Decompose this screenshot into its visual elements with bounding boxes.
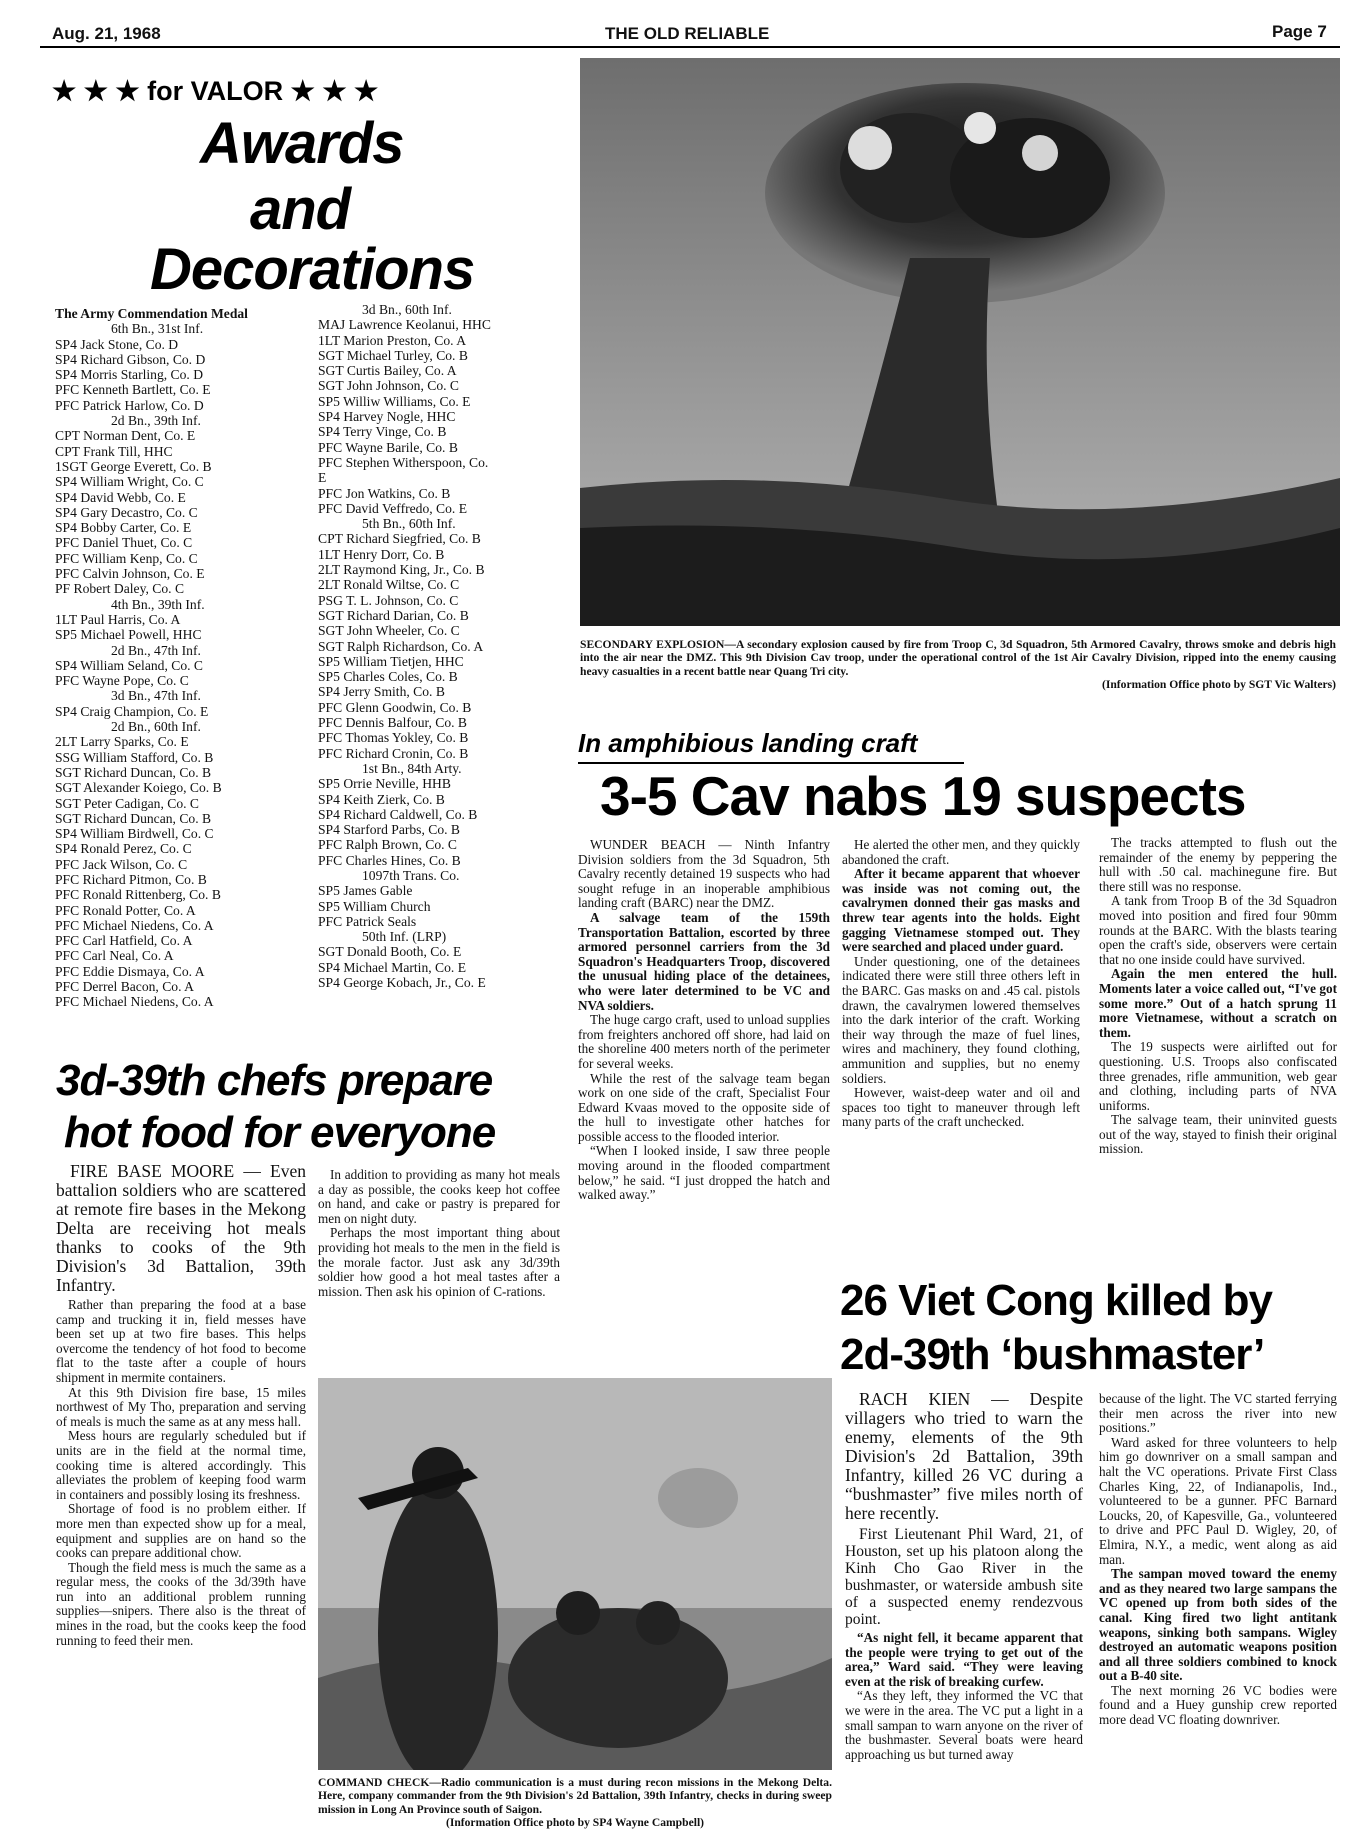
vc-lede-2: First Lieutenant Phil Ward, 21, of Houston, set up his platoon along the Kinh Cho Gao River in the bushmaster, or waterside ambush site of a suspected enemy rendezvous point.: [845, 1526, 1083, 1628]
award-recipient: SP4 Ronald Perez, Co. C: [55, 841, 192, 857]
cav-kicker: In amphibious landing craft: [578, 728, 918, 758]
award-recipient: SP5 James Gable: [318, 883, 413, 899]
paragraph: Rather than preparing the food at a base camp and trucking it in, field messes have been set up at two fire bases. This helps overcome the tendency of hot food to become flat to the taste after a couple of hours shipment in mermite containers.: [56, 1297, 306, 1385]
awards-title-1: Awards: [200, 111, 404, 176]
paragraph: A salvage team of the 159th Transportation Battalion, escorted by three armored personnel carriers from the 3d Squadron's Headquarters Troop, discovered the unusual hiding place of the detainees, who were later determined to be VC and NVA soldiers.: [578, 909, 830, 1013]
award-recipient: SGT Alexander Koiego, Co. B: [55, 780, 222, 796]
award-recipient: SP4 Starford Parbs, Co. B: [318, 822, 460, 838]
cav-column-3: [1099, 836, 1337, 1157]
header-paper: THE OLD RELIABLE: [605, 24, 770, 43]
vc-lede: RACH KIEN — Despite villagers who tried to warn the enemy, elements of the 9th Division's 2d Battalion, 39th Infantry, killed 26 VC during a “bushmaster” five miles north of here recently.: [845, 1389, 1083, 1523]
award-recipient: SP4 William Seland, Co. C: [55, 657, 203, 673]
award-recipient: PFC Daniel Thuet, Co. C: [55, 535, 193, 551]
award-recipient: SP4 Craig Champion, Co. E: [55, 703, 209, 719]
award-recipient: PFC Patrick Seals: [318, 913, 417, 929]
award-recipient: PFC Thomas Yokley, Co. B: [318, 730, 469, 746]
paragraph: “When I looked inside, I saw three people moving around in the flooded compartment below,” he said. “I just dropped the hatch and walked away.”: [578, 1143, 830, 1203]
vc-body-1: [845, 1631, 1083, 1762]
command-check-caption: [318, 1776, 832, 1830]
paragraph: WUNDER BEACH — Ninth Infantry Division soldiers from the 3d Squadron, 5th Cavalry recently detained 19 suspects who had sought refuge in an inoperable amphibious landing craft (BARC) near the DMZ.: [578, 837, 830, 911]
paragraph: Perhaps the most important thing about providing hot meals to the men in the field is the morale factor. Just ask any 3d/39th soldier how good a hot meal tastes after a mission. Then ask his opinion of C-rations.: [318, 1225, 560, 1299]
award-recipient: PFC Richard Pitmon, Co. B: [55, 871, 207, 887]
award-recipient: 2LT Ronald Wiltse, Co. C: [318, 577, 460, 593]
award-recipient: 1SGT George Everett, Co. B: [55, 458, 212, 474]
cav-headline: 3-5 Cav nabs 19 suspects: [600, 765, 1246, 827]
award-recipient: PFC Stephen Witherspoon, Co.: [318, 454, 489, 470]
award-recipient: CPT Frank Till, HHC: [55, 443, 173, 459]
award-recipient: PFC Ralph Brown, Co. C: [318, 837, 457, 853]
command-check-image: [318, 1378, 832, 1770]
award-recipient: SGT John Johnson, Co. C: [318, 378, 460, 394]
award-recipient: PFC Wayne Barile, Co. B: [318, 439, 458, 455]
paragraph: In addition to providing as many hot meals a day as possible, the cooks keep hot coffee on hand, and cake or pastry is prepared for men on night duty.: [318, 1167, 560, 1226]
paragraph: A tank from Troop B of the 3d Squadron moved into position and fired four 90mm rounds at the BARC. With the blasts tearing open the craft's side, observers were certain that no one inside could have survived.: [1099, 893, 1337, 967]
award-recipient: SP5 William Church: [318, 898, 431, 914]
header-date: Aug. 21, 1968: [52, 24, 161, 43]
paragraph: The next morning 26 VC bodies were found and a Huey gunship crew reported more dead VC floating downriver.: [1099, 1682, 1337, 1728]
header-page: Page 7: [1272, 22, 1327, 41]
award-recipient: CPT Richard Siegfried, Co. B: [318, 531, 481, 547]
unit-heading: 1st Bn., 84th Arty.: [362, 760, 462, 776]
command-check-caption-text: COMMAND CHECK—Radio communication is a must during recon missions in the Mekong Delta. Here, company commander from the 9th Division's 2d Battalion, 39th Infantry, checks in during sweep mission in Long An Province south of Saigon.: [318, 1776, 832, 1816]
award-recipient: SP4 Bobby Carter, Co. E: [55, 520, 192, 536]
chefs-body-1: [56, 1298, 306, 1648]
award-recipient: SP4 David Webb, Co. E: [55, 489, 186, 505]
award-recipient: 1LT Marion Preston, Co. A: [318, 332, 467, 348]
award-recipient: SP4 Jack Stone, Co. D: [55, 336, 179, 352]
explosion-caption: [580, 638, 1336, 692]
award-recipient: 1LT Paul Harris, Co. A: [55, 611, 181, 627]
explosion-image: [580, 58, 1340, 626]
cav-column-1: [578, 838, 830, 1203]
vc-column-2: [1099, 1392, 1337, 1728]
award-recipient: SP4 Richard Gibson, Co. D: [55, 351, 206, 367]
award-recipient: PFC David Veffredo, Co. E: [318, 500, 468, 516]
award-recipient: SP4 Keith Zierk, Co. B: [318, 791, 445, 807]
award-recipient: 2LT Raymond King, Jr., Co. B: [318, 562, 485, 578]
award-recipient: SSG William Stafford, Co. B: [55, 749, 214, 765]
paragraph: The huge cargo craft, used to unload supplies from freighters anchored off shore, had laid on the shoreline 400 meters north of the perimeter for several weeks.: [578, 1012, 830, 1071]
paragraph: Mess hours are regularly scheduled but if units are in the field at the normal time, cooking time is altered accordingly. This alleviates the problem of keeping food warm in containers and possibly losing its freshness.: [56, 1428, 306, 1502]
paragraph: However, waist-deep water and oil and spaces too tight to maneuver through left many parts of the craft unchecked.: [842, 1085, 1080, 1130]
award-recipient: PFC Jack Wilson, Co. C: [55, 856, 188, 872]
unit-heading: 6th Bn., 31st Inf.: [111, 321, 204, 337]
award-recipient: SGT Michael Turley, Co. B: [318, 347, 468, 363]
unit-heading: 4th Bn., 39th Inf.: [111, 596, 205, 612]
paragraph: At this 9th Division fire base, 15 miles northwest of My Tho, preparation and serving of meals is much the same as at any mess hall.: [56, 1384, 306, 1429]
explosion-caption-credit: (Information Office photo by SGT Vic Walters): [1101, 678, 1336, 692]
award-recipient: SP5 William Tietjen, HHC: [318, 653, 464, 669]
award-recipient: PFC Ronald Potter, Co. A: [55, 902, 196, 918]
award-recipient: PFC Michael Niedens, Co. A: [55, 994, 214, 1010]
award-recipient: SGT John Wheeler, Co. C: [318, 623, 460, 639]
paragraph: After it became apparent that whoever was inside was not coming out, the cavalrymen donned their gas masks and threw tear agents into the holds. Eight gagging Vietnamese stomped out. They were searched and placed under guard.: [842, 866, 1080, 955]
unit-heading: 2d Bn., 60th Inf.: [111, 719, 201, 735]
chefs-headline-1: 3d-39th chefs prepare: [56, 1056, 493, 1105]
unit-heading: 5th Bn., 60th Inf.: [362, 516, 456, 532]
award-recipient: SP4 William Birdwell, Co. C: [55, 826, 214, 842]
awards-list-right: [318, 302, 574, 990]
paragraph: Shortage of food is no problem either. If more men than expected show up for a meal, equipment and supplies are on hand so the cooks can prepare additional chow.: [56, 1501, 306, 1561]
award-recipient: SGT Richard Duncan, Co. B: [55, 764, 212, 780]
award-recipient: PFC Patrick Harlow, Co. D: [55, 397, 204, 413]
award-recipient: PFC Ronald Rittenberg, Co. B: [55, 887, 221, 903]
award-recipient: CPT Norman Dent, Co. E: [55, 428, 196, 444]
awards-title-3: Decorations: [150, 237, 475, 302]
award-recipient: SP4 Jerry Smith, Co. B: [318, 684, 445, 700]
paragraph: Though the field mess is much the same as a regular mess, the cooks of the 3d/39th have run into an additional problem running supplies—snipers. There also is the threat of mines in the road, but the cooks keep the food running to feed their men.: [56, 1559, 306, 1648]
award-recipient: PFC Glenn Goodwin, Co. B: [318, 699, 472, 715]
award-recipient: SGT Richard Darian, Co. B: [318, 607, 469, 623]
award-recipient: PFC Calvin Johnson, Co. E: [55, 566, 205, 582]
award-recipient: PFC Charles Hines, Co. B: [318, 852, 461, 868]
award-recipient: PFC Carl Neal, Co. A: [55, 948, 174, 964]
award-recipient: PF Robert Daley, Co. C: [55, 581, 185, 597]
award-recipient: SP4 Gary Decastro, Co. C: [55, 504, 198, 520]
paragraph: The tracks attempted to flush out the remainder of the enemy by peppering the hull with .50 cal. machinegune fire. But there still was no response.: [1099, 835, 1337, 894]
valor-line: ★ ★ ★ for VALOR ★ ★ ★: [52, 76, 379, 106]
unit-heading: 3d Bn., 47th Inf.: [111, 688, 201, 704]
paragraph: “As night fell, it became apparent that the people were trying to get out of the area,” Ward said. “They were leaving even at the risk of breaking curfew.: [845, 1630, 1083, 1689]
award-recipient: SP5 Orrie Neville, HHB: [318, 776, 451, 792]
award-recipient: PFC Wayne Pope, Co. C: [55, 673, 189, 689]
award-recipient: PSG T. L. Johnson, Co. C: [318, 592, 459, 608]
chefs-lede: FIRE BASE MOORE — Even battalion soldiers who are scattered at remote fire bases in the Mekong Delta are receiving hot meals thanks to cooks of the 9th Division's 3d Battalion, 39th Infantry.: [56, 1161, 306, 1295]
paragraph: The 19 suspects were airlifted out for questioning. U.S. Troops also confiscated three grenades, rifle ammunition, web gear and clothing, including parts of NVA uniforms.: [1099, 1039, 1337, 1113]
paragraph: He alerted the other men, and they quickly abandoned the craft.: [842, 837, 1080, 867]
award-recipient: E: [318, 470, 327, 486]
award-recipient: SGT Curtis Bailey, Co. A: [318, 363, 457, 379]
chefs-column-1: [56, 1162, 306, 1648]
unit-heading: 3d Bn., 60th Inf.: [362, 302, 452, 317]
award-recipient: SP5 Williw Williams, Co. E: [318, 393, 471, 409]
vc-column-1: [845, 1390, 1083, 1762]
award-recipient: MAJ Lawrence Keolanui, HHC: [318, 317, 491, 333]
award-recipient: PFC Kenneth Bartlett, Co. E: [55, 382, 211, 398]
award-recipient: PFC William Kenp, Co. C: [55, 550, 198, 566]
award-recipient: SP4 George Kobach, Jr., Co. E: [318, 975, 486, 991]
paragraph: The sampan moved toward the enemy and as they neared two large sampans the VC opened up from both sides of the canal. King fired two light antitank weapons, sinking both sampans. Wigley destroyed an automatic weapons position and all three soldiers combined to knock out a B-40 site.: [1099, 1566, 1337, 1684]
paragraph: because of the light. The VC started ferrying their men across the river into new positions.”: [1099, 1391, 1337, 1436]
paragraph: “As they left, they informed the VC that we were in the area. The VC put a light in a small sampan to warn anyone on the river of the bushmaster. Several boats were heard approaching us but turned away: [845, 1688, 1083, 1762]
award-recipient: SP4 Richard Caldwell, Co. B: [318, 806, 478, 822]
award-recipient: SGT Richard Duncan, Co. B: [55, 810, 212, 826]
paragraph: Again the men entered the hull. Moments later a voice called out, “I've got some more.” Out of a hatch sprung 11 more Vietnamese, without a scratch on them.: [1099, 966, 1337, 1040]
award-recipient: PFC Derrel Bacon, Co. A: [55, 979, 194, 995]
explosion-photo: [580, 58, 1340, 626]
award-recipient: SP4 Morris Starling, Co. D: [55, 367, 204, 383]
command-check-photo: [318, 1378, 832, 1770]
header-rule: [40, 46, 1340, 48]
award-recipient: SP4 Terry Vinge, Co. B: [318, 424, 447, 440]
award-recipient: SP4 William Wright, Co. C: [55, 474, 204, 490]
paragraph: Under questioning, one of the detainees indicated there were still three others left in the BARC. Gas masks on and .45 cal. pistols drawn, the cavalrymen lowered themselves into the dark interior of the craft. Working their way through the maze of fuel lines, wires and machinery, they found clothing, ammunition and supplies, but no enemy soldiers.: [842, 953, 1080, 1086]
award-recipient: SGT Donald Booth, Co. E: [318, 944, 462, 960]
unit-heading: 2d Bn., 47th Inf.: [111, 642, 201, 658]
award-recipient: PFC Dennis Balfour, Co. B: [318, 715, 467, 731]
unit-heading: 50th Inf. (LRP): [362, 929, 447, 945]
award-recipient: PFC Carl Hatfield, Co. A: [55, 933, 193, 949]
cav-column-2: [842, 838, 1080, 1130]
vc-headline-2: 2d-39th ‘bushmaster’: [840, 1330, 1265, 1379]
award-recipient: SP5 Charles Coles, Co. B: [318, 669, 458, 685]
paragraph: The salvage team, their uninvited guests out of the way, stayed to finish their original mission.: [1099, 1112, 1337, 1157]
paragraph: While the rest of the salvage team began work on one side of the craft, Specialist Four Edward Kvaas moved to the opposite side of the hull to investigate other hatches for possible access to the flooded interior.: [578, 1070, 830, 1144]
award-recipient: PFC Eddie Dismaya, Co. A: [55, 963, 205, 979]
award-recipient: 2LT Larry Sparks, Co. E: [55, 734, 189, 750]
award-recipient: PFC Michael Niedens, Co. A: [55, 917, 214, 933]
explosion-caption-text: SECONDARY EXPLOSION—A secondary explosion caused by fire from Troop C, 3d Squadron, 5th Armored Cavalry, throws smoke and debris high into the air near the DMZ. This 9th Division Cav troop, under the operational control of the 1st Air Cavalry Division, ripped into the enemy causing heavy casualties in a recent battle near Quang Tri city.: [580, 638, 1336, 678]
medal-heading: The Army Commendation Medal: [55, 306, 248, 321]
awards-list-left: [55, 306, 325, 1010]
award-recipient: SGT Ralph Richardson, Co. A: [318, 638, 484, 654]
unit-heading: 1097th Trans. Co.: [362, 867, 460, 883]
awards-title-2: and: [250, 177, 351, 242]
chefs-column-2: [318, 1168, 560, 1299]
award-recipient: SP4 Harvey Nogle, HHC: [318, 409, 456, 425]
award-recipient: SP5 Michael Powell, HHC: [55, 627, 202, 643]
award-recipient: SP4 Michael Martin, Co. E: [318, 959, 467, 975]
unit-heading: 2d Bn., 39th Inf.: [111, 413, 201, 429]
vc-headline-1: 26 Viet Cong killed by: [840, 1276, 1272, 1325]
award-recipient: 1LT Henry Dorr, Co. B: [318, 546, 445, 562]
command-check-credit: (Information Office photo by SP4 Wayne Campbell): [445, 1816, 705, 1830]
award-recipient: PFC Richard Cronin, Co. B: [318, 745, 469, 761]
award-recipient: PFC Jon Watkins, Co. B: [318, 485, 451, 501]
paragraph: Ward asked for three volunteers to help him go downriver on a small sampan and halt the VC operations. Private First Class Charles King, 22, of Indianapolis, Ind., volunteered to be a gunner. PFC Barnard Loucks, 20, of Kapesville, Ga., volunteered to drive and PFC Paul D. Wigley, 20, of Elmira, N.Y., a medic, went along as aid man.: [1099, 1434, 1337, 1567]
chefs-headline-2: hot food for everyone: [64, 1108, 496, 1157]
award-recipient: SGT Peter Cadigan, Co. C: [55, 795, 199, 811]
